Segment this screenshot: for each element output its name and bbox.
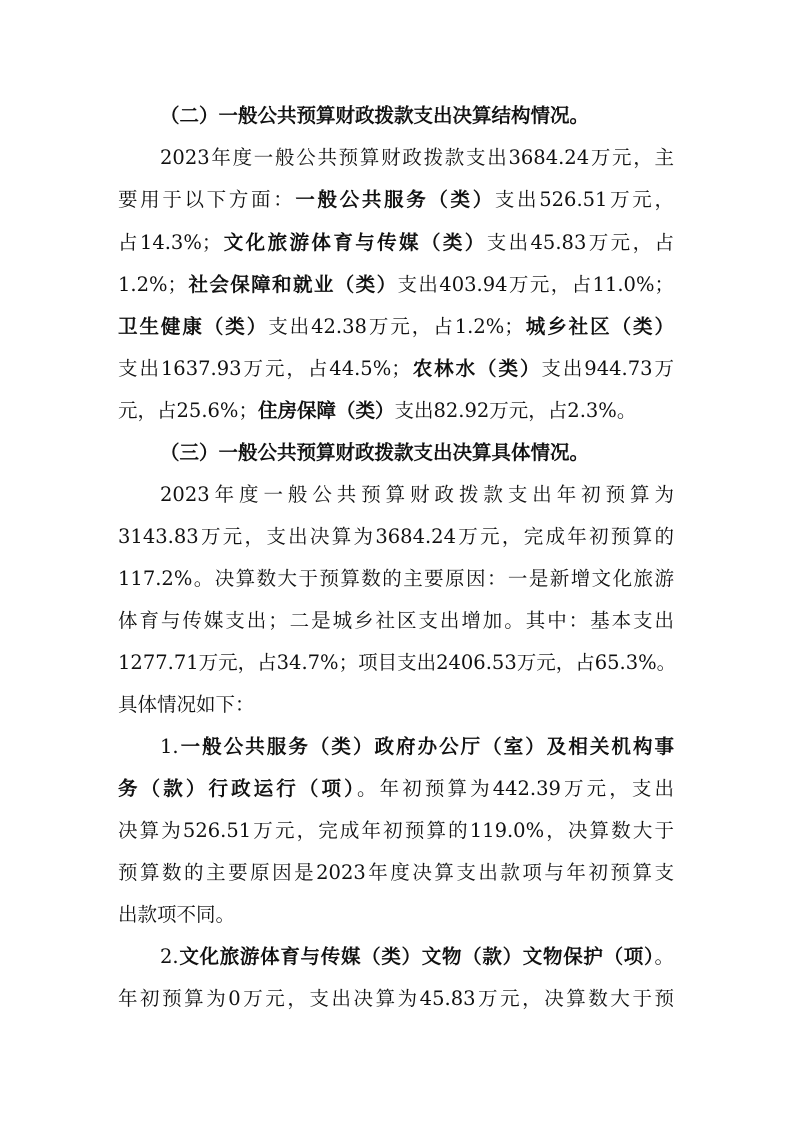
section2-para-line-2 <box>118 185 674 215</box>
section3-para-line-2: 3143.83万元，支出决算为3684.24万元，完成年初预算的 <box>118 525 674 548</box>
item1-line-5: 出款项不同。 <box>118 903 236 926</box>
section3-heading: （三）一般公共预算财政拨款支出决算具体情况。 <box>160 441 590 464</box>
text-span: 支出1637.93万元，占44.5%； <box>118 357 411 380</box>
category-general-public-services: 一般公共服务（类） <box>295 188 495 211</box>
section2-para-line-1: 2023年度一般公共预算财政拨款支出3684.24万元，主 <box>160 146 674 169</box>
category-agriculture-forestry-water: 农林水（类） <box>410 357 542 380</box>
text-span: 1.2%； <box>118 273 188 296</box>
item1-line-2 <box>118 774 674 804</box>
item1-line-1 <box>160 732 674 762</box>
text-span: 要用于以下方面： <box>118 188 296 211</box>
section2-para-line-7 <box>118 396 674 426</box>
item-number: 2. <box>160 945 179 968</box>
category-culture-tourism-sports-media: 文化旅游体育与传媒（类） <box>221 231 487 254</box>
item2-line-2: 年初预算为0万元，支出决算为45.83万元，决算数大于预 <box>118 987 674 1010</box>
section2-para-line-5 <box>118 312 674 342</box>
category-health: 卫生健康（类） <box>118 315 269 338</box>
item1-title-cont: 务（款）行政运行（项） <box>118 777 358 800</box>
section2-para-line-6 <box>118 354 674 384</box>
text-span: 元，占25.6%； <box>118 399 258 422</box>
section3-para-line-5: 1277.71万元，占34.7%；项目支出2406.53万元，占65.3%。 <box>118 651 677 674</box>
text-span: 支出403.94万元，占11.0%； <box>397 273 674 296</box>
text-span: 支出42.38万元，占1.2%； <box>268 315 524 338</box>
item1-line-3: 决算为526.51万元，完成年初预算的119.0%，决算数大于 <box>118 819 674 842</box>
text-span: 支出82.92万元，占2.3%。 <box>394 399 637 422</box>
item-number: 1. <box>160 735 179 758</box>
section3-para-line-1: 2023年度一般公共预算财政拨款支出年初预算为 <box>160 483 674 506</box>
text-span: 支出944.73万 <box>541 357 674 380</box>
text-span: 。年初预算为442.39万元，支出 <box>357 777 674 800</box>
item2-title: 文化旅游体育与传媒（类）文物（款）文物保护（项） <box>178 945 655 968</box>
category-housing-security: 住房保障（类） <box>257 399 395 422</box>
section2-para-line-4 <box>118 270 674 300</box>
text-span: 占14.3%； <box>118 231 222 254</box>
item1-line-4: 预算数的主要原因是2023年度决算支出款项与年初预算支 <box>118 861 674 884</box>
section3-para-line-4: 体育与传媒支出；二是城乡社区支出增加。其中：基本支出 <box>118 609 674 632</box>
section2-heading: （二）一般公共预算财政拨款支出决算结构情况。 <box>160 104 590 127</box>
section2-para-line-3 <box>118 228 674 258</box>
section3-para-line-6: 具体情况如下： <box>118 693 255 716</box>
text-span: 支出526.51万元， <box>494 188 674 211</box>
text-span: 支出45.83万元，占 <box>486 231 674 254</box>
category-social-security-employment: 社会保障和就业（类） <box>187 273 398 296</box>
section3-para-line-3: 117.2%。决算数大于预算数的主要原因：一是新增文化旅游 <box>118 567 674 590</box>
item1-title: 一般公共服务（类）政府办公厅（室）及相关机构事 <box>178 735 674 758</box>
category-urban-rural-community: 城乡社区（类） <box>523 315 674 338</box>
item2-line-1 <box>160 942 674 972</box>
text-span: 。 <box>654 945 674 968</box>
